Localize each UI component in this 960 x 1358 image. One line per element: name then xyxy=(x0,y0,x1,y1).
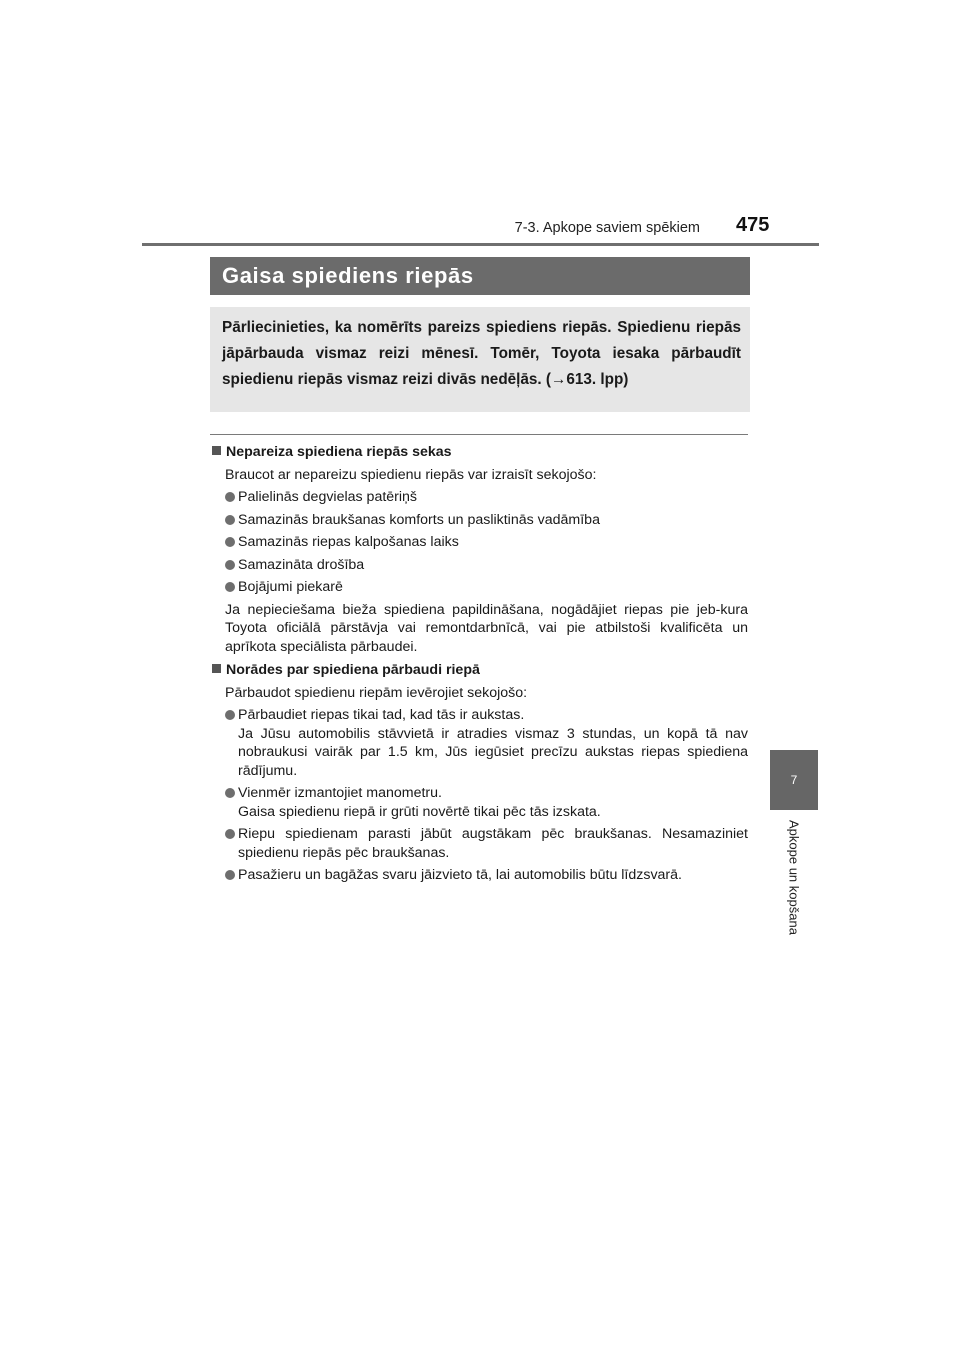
list-item: Vienmēr izmantojiet manometru. Gaisa spiedienu riepā ir grūti novērtē tikai pēc tās izskata. xyxy=(212,784,748,821)
list-item: Riepu spiedienam parasti jābūt augstākam pēc braukšanas. Nesamaziniet spiedienu riepās pēc braukšanas. xyxy=(212,825,748,862)
section-closing: Ja nepieciešama bieža spiediena papildināšana, nogādājiet riepas pie jeb-kura Toyota oficiālā pārstāvja vai remontdarbnīcā, vai pie atbilstoši kvalificēta un aprīkota speciālista pārbaudei. xyxy=(225,601,748,655)
content-body xyxy=(212,443,748,885)
section-lead: Pārbaudot spiedienu riepām ievērojiet sekojošo: xyxy=(225,684,528,701)
section-lead: Braucot ar nepareizu spiedienu riepās var izraisīt sekojošo: xyxy=(225,466,597,483)
square-bullet-icon xyxy=(212,446,221,455)
round-bullet-icon xyxy=(225,788,235,798)
list-item: Samazinās braukšanas komforts un pasliktinās vadāmība xyxy=(212,511,748,530)
section-heading-text: Nepareiza spiediena riepās sekas xyxy=(226,444,452,460)
round-bullet-icon xyxy=(225,492,235,502)
intro-box: Pārliecinieties, ka nomērīts pareizs spiediens riepās. Spiedienu riepās jāpārbauda vismaz reizi mēnesī. Tomēr, Toyota iesaka pārbaudīt spiedienu riepās vismaz reizi divās nedēļās. (→613. lpp) xyxy=(210,307,750,412)
round-bullet-icon xyxy=(225,560,235,570)
section-heading xyxy=(212,661,748,680)
round-bullet-icon xyxy=(225,515,235,525)
section-heading xyxy=(212,443,748,462)
list-item: Pārbaudiet riepas tikai tad, kad tās ir aukstas. Ja Jūsu automobilis stāvvietā ir atradies vismaz 3 stundas, un kopā tā nav nobraukusi vairāk par 1.5 km, Jūs iegūsiet precīzu aukstas riepas spiediena rādījumu. xyxy=(212,706,748,780)
section-header: 7-3. Apkope saviem spēkiem xyxy=(514,220,700,236)
round-bullet-icon xyxy=(225,870,235,880)
chapter-label: Apkope un kopšana xyxy=(786,820,802,935)
title-bar xyxy=(210,257,750,295)
page-number: 475 xyxy=(736,214,770,236)
page-title: Gaisa spiediens riepās xyxy=(222,263,474,288)
header-divider xyxy=(142,243,819,246)
list-item: Pasažieru un bagāžas svaru jāizvieto tā, lai automobilis būtu līdzsvarā. xyxy=(212,866,748,885)
list-item: Palielinās degvielas patēriņš xyxy=(212,488,748,507)
round-bullet-icon xyxy=(225,582,235,592)
round-bullet-icon xyxy=(225,537,235,547)
list-item: Samazināta drošība xyxy=(212,556,748,575)
round-bullet-icon xyxy=(225,710,235,720)
list-item: Bojājumi piekarē xyxy=(212,578,748,597)
list-item: Samazinās riepas kalpošanas laiks xyxy=(212,533,748,552)
section-heading-text: Norādes par spiediena pārbaudi riepā xyxy=(226,662,480,678)
round-bullet-icon xyxy=(225,829,235,839)
content-divider xyxy=(210,434,748,435)
chapter-tab: 7 xyxy=(770,750,818,810)
square-bullet-icon xyxy=(212,664,221,673)
